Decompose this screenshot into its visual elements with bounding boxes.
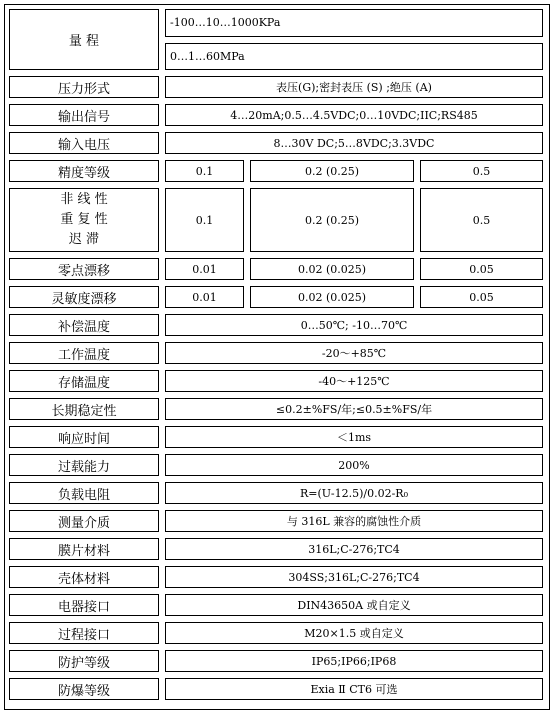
spec-value: R=(U-12.5)/0.02-R₀ — [165, 482, 543, 504]
spec-label: 输入电压 — [9, 132, 159, 154]
spec-value: 4…20mA;0.5…4.5VDC;0…10VDC;IIC;RS485 — [165, 104, 543, 126]
spec-value: ≤0.2±%FS/年;≤0.5±%FS/年 — [165, 398, 543, 420]
spec-value: 0.01 — [165, 286, 244, 308]
spec-value: 0.02 (0.025) — [250, 258, 414, 280]
spec-value: 0.1 — [165, 160, 244, 182]
spec-label: 存储温度 — [9, 370, 159, 392]
spec-label: 补偿温度 — [9, 314, 159, 336]
spec-value: DIN43650A 或自定义 — [165, 594, 543, 616]
spec-label: 电器接口 — [9, 594, 159, 616]
spec-value: 0…50℃; -10…70℃ — [165, 314, 543, 336]
spec-label: 零点漂移 — [9, 258, 159, 280]
spec-value: 表压(G);密封表压 (S) ;绝压 (A) — [165, 76, 543, 98]
spec-label: 测量介质 — [9, 510, 159, 532]
spec-value: 0.2 (0.25) — [250, 188, 414, 252]
range-label: 量 程 — [9, 9, 159, 70]
range-value: -100…10…1000KPa — [165, 9, 543, 37]
spec-value: 304SS;316L;C-276;TC4 — [165, 566, 543, 588]
spec-value: M20×1.5 或自定义 — [165, 622, 543, 644]
spec-label: 过载能力 — [9, 454, 159, 476]
spec-value: 0.05 — [420, 258, 543, 280]
spec-label: 响应时间 — [9, 426, 159, 448]
spec-value: 0.5 — [420, 160, 543, 182]
spec-label: 工作温度 — [9, 342, 159, 364]
spec-value: -40～+125℃ — [165, 370, 543, 392]
spec-value: 8…30V DC;5…8VDC;3.3VDC — [165, 132, 543, 154]
spec-label-line: 非 线 性 — [60, 192, 108, 207]
spec-value: 316L;C-276;TC4 — [165, 538, 543, 560]
spec-label: 输出信号 — [9, 104, 159, 126]
spec-value: IP65;IP66;IP68 — [165, 650, 543, 672]
spec-label: 过程接口 — [9, 622, 159, 644]
spec-value: 200% — [165, 454, 543, 476]
spec-label — [9, 188, 159, 252]
spec-value: ＜1ms — [165, 426, 543, 448]
spec-value: -20～+85℃ — [165, 342, 543, 364]
spec-label: 精度等级 — [9, 160, 159, 182]
spec-label: 长期稳定性 — [9, 398, 159, 420]
spec-label: 防爆等级 — [9, 678, 159, 700]
spec-value: 0.5 — [420, 188, 543, 252]
spec-label-line: 迟 滞 — [68, 232, 100, 247]
spec-value: 0.1 — [165, 188, 244, 252]
spec-label: 膜片材料 — [9, 538, 159, 560]
spec-value: 0.02 (0.025) — [250, 286, 414, 308]
spec-label: 压力形式 — [9, 76, 159, 98]
spec-label-line: 重 复 性 — [60, 212, 108, 227]
spec-value: 0.2 (0.25) — [250, 160, 414, 182]
spec-value: Exia Ⅱ CT6 可选 — [165, 678, 543, 700]
spec-value: 0.05 — [420, 286, 543, 308]
spec-label: 负载电阻 — [9, 482, 159, 504]
spec-label-lines — [60, 190, 107, 250]
spec-value: 与 316L 兼容的腐蚀性介质 — [165, 510, 543, 532]
spec-label: 壳体材料 — [9, 566, 159, 588]
range-value: 0…1…60MPa — [165, 43, 543, 71]
spec-value: 0.01 — [165, 258, 244, 280]
spec-label: 防护等级 — [9, 650, 159, 672]
spec-table — [4, 4, 550, 710]
spec-label: 灵敏度漂移 — [9, 286, 159, 308]
